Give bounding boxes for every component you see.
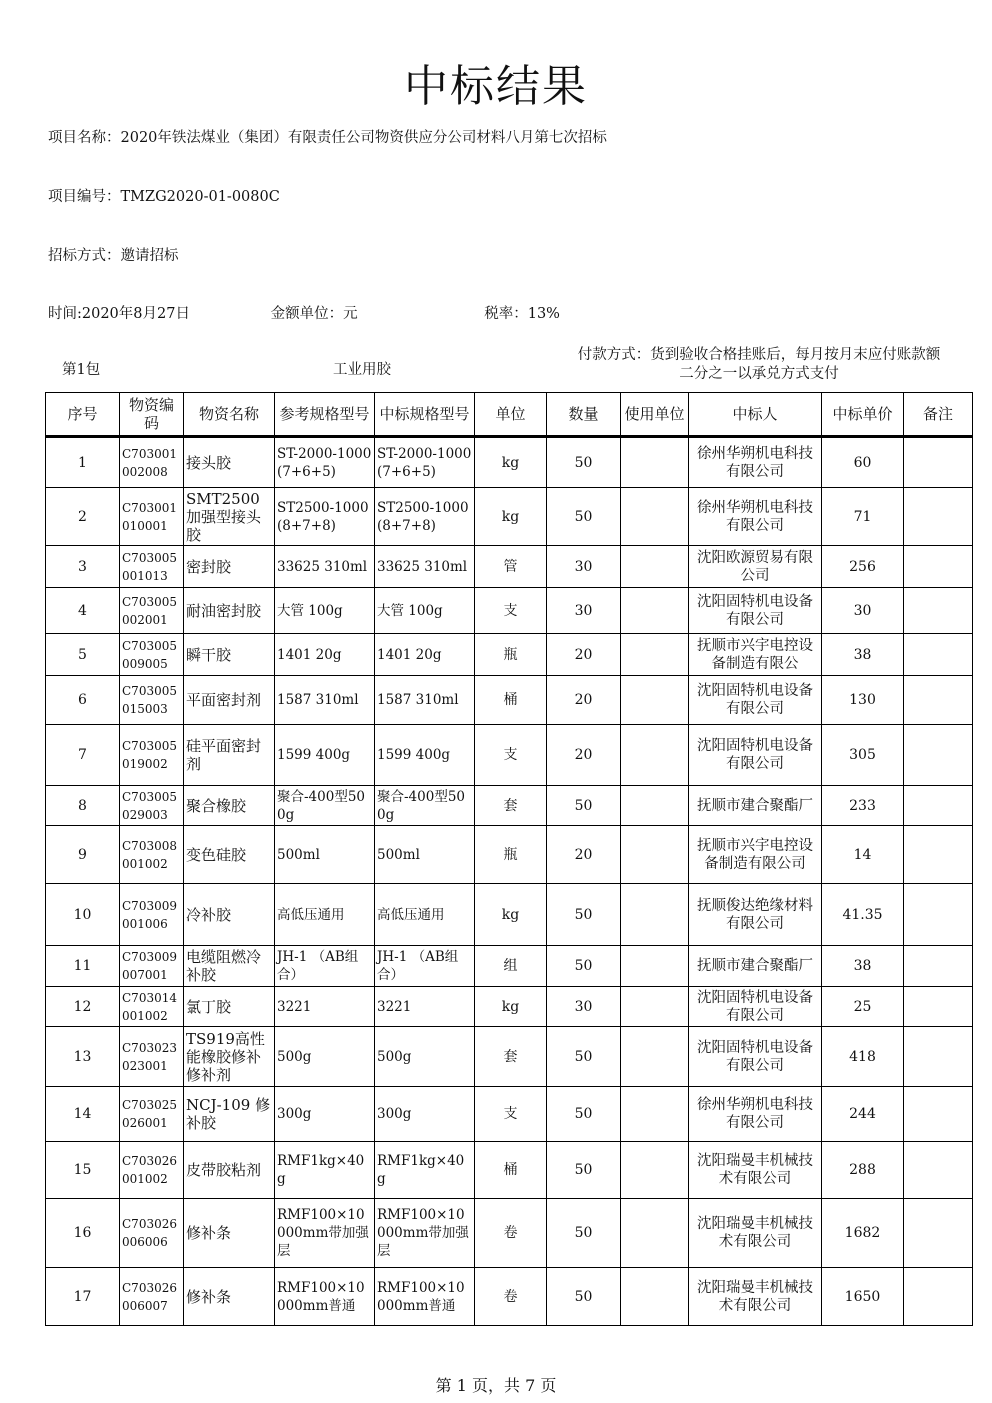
cell-unit: 套 <box>475 1027 547 1087</box>
cell-unit: 支 <box>475 588 547 634</box>
project-name: 项目名称：2020年铁法煤业（集团）有限责任公司物资供应分公司材料八月第七次招标 <box>48 130 607 146</box>
meta-line <box>48 302 560 323</box>
cell-unit: 桶 <box>475 676 547 725</box>
cell-ref-spec: 1599 400g <box>275 725 375 786</box>
col-header-no: 序号 <box>46 393 120 437</box>
cell-note <box>904 546 973 588</box>
cell-qty: 50 <box>547 1087 621 1142</box>
col-header-name: 物资名称 <box>184 393 275 437</box>
cell-note <box>904 634 973 676</box>
cell-no: 8 <box>46 786 120 826</box>
cell-win-spec: JH-1 （AB组合） <box>375 946 475 987</box>
cell-no: 4 <box>46 588 120 634</box>
cell-qty: 20 <box>547 634 621 676</box>
cell-name: 冷补胶 <box>184 884 275 946</box>
cell-no: 12 <box>46 987 120 1027</box>
cell-code: C703009001006 <box>120 884 184 946</box>
cell-ref-spec: 33625 310ml <box>275 546 375 588</box>
amount-unit: 金额单位：元 <box>270 306 358 322</box>
cell-qty: 30 <box>547 588 621 634</box>
cell-code: C703009007001 <box>120 946 184 987</box>
cell-win-spec: 1401 20g <box>375 634 475 676</box>
cell-note <box>904 1087 973 1142</box>
cell-no: 14 <box>46 1087 120 1142</box>
cell-qty: 50 <box>547 1142 621 1199</box>
cell-user <box>621 987 689 1027</box>
cell-win-spec: 聚合-400型500g <box>375 786 475 826</box>
table-row <box>46 1027 973 1087</box>
cell-code: C703005029003 <box>120 786 184 826</box>
cell-note <box>904 1027 973 1087</box>
cell-winner: 抚顺市建合聚酯厂 <box>689 946 822 987</box>
tax-rate: 税率：13% <box>484 306 560 322</box>
cell-code: C703001002008 <box>120 437 184 488</box>
cell-name: 变色硅胶 <box>184 826 275 884</box>
cell-ref-spec: 高低压通用 <box>275 884 375 946</box>
cell-price: 233 <box>822 786 904 826</box>
cell-name: 修补条 <box>184 1199 275 1268</box>
cell-note <box>904 1268 973 1326</box>
cell-code: C703026006006 <box>120 1199 184 1268</box>
cell-name: 耐油密封胶 <box>184 588 275 634</box>
cell-code: C703008001002 <box>120 826 184 884</box>
cell-winner: 沈阳瑞曼丰机械技术有限公司 <box>689 1268 822 1326</box>
cell-winner: 徐州华朔机电科技有限公司 <box>689 488 822 546</box>
cell-price: 25 <box>822 987 904 1027</box>
cell-price: 41.35 <box>822 884 904 946</box>
cell-name: TS919高性能橡胶修补修补剂 <box>184 1027 275 1087</box>
page-title: 中标结果 <box>404 61 588 112</box>
cell-no: 2 <box>46 488 120 546</box>
cell-winner: 徐州华朔机电科技有限公司 <box>689 437 822 488</box>
cell-user <box>621 634 689 676</box>
payment-terms <box>548 346 970 384</box>
table-row <box>46 634 973 676</box>
cell-qty: 20 <box>547 676 621 725</box>
col-header-price: 中标单价 <box>822 393 904 437</box>
cell-no: 5 <box>46 634 120 676</box>
cell-winner: 抚顺市建合聚酯厂 <box>689 786 822 826</box>
table-row <box>46 946 973 987</box>
cell-note <box>904 946 973 987</box>
cell-user <box>621 1087 689 1142</box>
cell-unit: 管 <box>475 546 547 588</box>
cell-unit: kg <box>475 488 547 546</box>
cell-code: C703014001002 <box>120 987 184 1027</box>
table-row <box>46 1199 973 1268</box>
cell-user <box>621 1268 689 1326</box>
cell-win-spec: RMF100×10000mm普通 <box>375 1268 475 1326</box>
cell-ref-spec: RMF100×10000mm带加强层 <box>275 1199 375 1268</box>
table-row <box>46 987 973 1027</box>
table-row <box>46 437 973 488</box>
cell-code: C703025026001 <box>120 1087 184 1142</box>
cell-unit: 卷 <box>475 1199 547 1268</box>
cell-ref-spec: 3221 <box>275 987 375 1027</box>
cell-note <box>904 676 973 725</box>
cell-code: C703005015003 <box>120 676 184 725</box>
cell-price: 418 <box>822 1027 904 1087</box>
cell-unit: 卷 <box>475 1268 547 1326</box>
cell-unit: 组 <box>475 946 547 987</box>
cell-price: 288 <box>822 1142 904 1199</box>
col-header-user: 使用单位 <box>621 393 689 437</box>
cell-winner: 沈阳固特机电设备有限公司 <box>689 987 822 1027</box>
cell-user <box>621 1027 689 1087</box>
cell-qty: 50 <box>547 488 621 546</box>
cell-user <box>621 946 689 987</box>
cell-ref-spec: ST-2000-1000(7+6+5) <box>275 437 375 488</box>
cell-qty: 30 <box>547 987 621 1027</box>
payment-terms-line1: 付款方式：货到验收合格挂账后，每月按月末应付账款额 <box>577 347 941 363</box>
cell-win-spec: 300g <box>375 1087 475 1142</box>
cell-winner: 徐州华朔机电科技有限公司 <box>689 1087 822 1142</box>
cell-user <box>621 786 689 826</box>
cell-note <box>904 488 973 546</box>
cell-win-spec: ST-2000-1000(7+6+5) <box>375 437 475 488</box>
cell-code: C703023023001 <box>120 1027 184 1087</box>
cell-note <box>904 786 973 826</box>
cell-no: 3 <box>46 546 120 588</box>
cell-win-spec: RMF1kg×40g <box>375 1142 475 1199</box>
cell-unit: kg <box>475 437 547 488</box>
table-row <box>46 826 973 884</box>
cell-note <box>904 1199 973 1268</box>
cell-price: 71 <box>822 488 904 546</box>
cell-price: 244 <box>822 1087 904 1142</box>
cell-code: C703005009005 <box>120 634 184 676</box>
cell-ref-spec: 1401 20g <box>275 634 375 676</box>
col-header-qty: 数量 <box>547 393 621 437</box>
table-row <box>46 1142 973 1199</box>
cell-ref-spec: 1587 310ml <box>275 676 375 725</box>
cell-code: C703005019002 <box>120 725 184 786</box>
cell-user <box>621 488 689 546</box>
cell-name: 氯丁胶 <box>184 987 275 1027</box>
cell-user <box>621 1142 689 1199</box>
cell-unit: kg <box>475 987 547 1027</box>
cell-user <box>621 676 689 725</box>
cell-winner: 沈阳固特机电设备有限公司 <box>689 725 822 786</box>
cell-qty: 50 <box>547 1027 621 1087</box>
cell-qty: 50 <box>547 884 621 946</box>
cell-note <box>904 1142 973 1199</box>
page-footer: 第 1 页，共 7 页 <box>435 1376 557 1395</box>
cell-note <box>904 826 973 884</box>
cell-code: C703005002001 <box>120 588 184 634</box>
cell-win-spec: 500g <box>375 1027 475 1087</box>
cell-code: C703005001013 <box>120 546 184 588</box>
table-row <box>46 488 973 546</box>
cell-unit: 瓶 <box>475 634 547 676</box>
cell-qty: 20 <box>547 826 621 884</box>
cell-price: 256 <box>822 546 904 588</box>
cell-unit: 桶 <box>475 1142 547 1199</box>
cell-note <box>904 884 973 946</box>
cell-no: 9 <box>46 826 120 884</box>
cell-name: 修补条 <box>184 1268 275 1326</box>
cell-user <box>621 546 689 588</box>
cell-price: 14 <box>822 826 904 884</box>
cell-win-spec: 500ml <box>375 826 475 884</box>
cell-unit: 瓶 <box>475 826 547 884</box>
cell-ref-spec: 300g <box>275 1087 375 1142</box>
col-header-note: 备注 <box>904 393 973 437</box>
category-label: 工业用胶 <box>333 362 391 378</box>
cell-ref-spec: JH-1 （AB组合） <box>275 946 375 987</box>
cell-name: 平面密封剂 <box>184 676 275 725</box>
cell-note <box>904 588 973 634</box>
cell-price: 30 <box>822 588 904 634</box>
col-header-win-spec: 中标规格型号 <box>375 393 475 437</box>
cell-name: 硅平面密封剂 <box>184 725 275 786</box>
cell-user <box>621 437 689 488</box>
cell-qty: 30 <box>547 546 621 588</box>
project-number: 项目编号：TMZG2020-01-0080C <box>48 189 280 205</box>
cell-name: 密封胶 <box>184 546 275 588</box>
col-header-winner: 中标人 <box>689 393 822 437</box>
table-header-row <box>46 393 973 437</box>
cell-win-spec: 高低压通用 <box>375 884 475 946</box>
cell-user <box>621 884 689 946</box>
cell-unit: 支 <box>475 725 547 786</box>
cell-ref-spec: 大管 100g <box>275 588 375 634</box>
cell-name: 接头胶 <box>184 437 275 488</box>
table-row <box>46 1087 973 1142</box>
cell-no: 10 <box>46 884 120 946</box>
cell-qty: 50 <box>547 946 621 987</box>
col-header-ref-spec: 参考规格型号 <box>275 393 375 437</box>
cell-price: 1682 <box>822 1199 904 1268</box>
cell-user <box>621 1199 689 1268</box>
cell-no: 17 <box>46 1268 120 1326</box>
cell-note <box>904 987 973 1027</box>
cell-win-spec: ST2500-1000(8+7+8) <box>375 488 475 546</box>
cell-qty: 50 <box>547 1268 621 1326</box>
table-row <box>46 676 973 725</box>
cell-qty: 20 <box>547 725 621 786</box>
table-row <box>46 588 973 634</box>
cell-qty: 50 <box>547 1199 621 1268</box>
cell-ref-spec: RMF100×10000mm普通 <box>275 1268 375 1326</box>
cell-winner: 沈阳瑞曼丰机械技术有限公司 <box>689 1199 822 1268</box>
table-row <box>46 725 973 786</box>
cell-winner: 沈阳固特机电设备有限公司 <box>689 588 822 634</box>
col-header-unit: 单位 <box>475 393 547 437</box>
cell-winner: 沈阳欧源贸易有限公司 <box>689 546 822 588</box>
cell-win-spec: 1587 310ml <box>375 676 475 725</box>
cell-no: 6 <box>46 676 120 725</box>
package-label: 第1包 <box>62 362 101 378</box>
cell-ref-spec: ST2500-1000(8+7+8) <box>275 488 375 546</box>
cell-note <box>904 725 973 786</box>
cell-unit: 支 <box>475 1087 547 1142</box>
cell-price: 130 <box>822 676 904 725</box>
cell-winner: 抚顺俊达绝缘材料有限公司 <box>689 884 822 946</box>
cell-user <box>621 826 689 884</box>
cell-winner: 沈阳固特机电设备有限公司 <box>689 676 822 725</box>
cell-price: 305 <box>822 725 904 786</box>
cell-win-spec: 33625 310ml <box>375 546 475 588</box>
cell-win-spec: RMF100×10000mm带加强层 <box>375 1199 475 1268</box>
cell-code: C703026006007 <box>120 1268 184 1326</box>
cell-winner: 抚顺市兴宇电控设备制造有限公 <box>689 634 822 676</box>
col-header-code: 物资编码 <box>120 393 184 437</box>
cell-ref-spec: 500ml <box>275 826 375 884</box>
cell-winner: 抚顺市兴宇电控设备制造有限公司 <box>689 826 822 884</box>
payment-terms-line2: 二分之一以承兑方式支付 <box>679 366 839 382</box>
results-table <box>45 392 973 1326</box>
cell-name: 电缆阻燃冷补胶 <box>184 946 275 987</box>
cell-no: 7 <box>46 725 120 786</box>
cell-price: 38 <box>822 634 904 676</box>
cell-no: 15 <box>46 1142 120 1199</box>
table-row <box>46 884 973 946</box>
cell-name: NCJ-109 修补胶 <box>184 1087 275 1142</box>
cell-unit: kg <box>475 884 547 946</box>
cell-qty: 50 <box>547 786 621 826</box>
cell-winner: 沈阳瑞曼丰机械技术有限公司 <box>689 1142 822 1199</box>
cell-unit: 套 <box>475 786 547 826</box>
cell-note <box>904 437 973 488</box>
cell-no: 16 <box>46 1199 120 1268</box>
cell-price: 38 <box>822 946 904 987</box>
cell-code: C703026001002 <box>120 1142 184 1199</box>
bid-method: 招标方式：邀请招标 <box>48 248 179 264</box>
cell-name: 瞬干胶 <box>184 634 275 676</box>
cell-ref-spec: 聚合-400型500g <box>275 786 375 826</box>
cell-price: 1650 <box>822 1268 904 1326</box>
table-row <box>46 546 973 588</box>
table-row <box>46 1268 973 1326</box>
cell-name: SMT2500加强型接头胶 <box>184 488 275 546</box>
cell-win-spec: 1599 400g <box>375 725 475 786</box>
cell-no: 1 <box>46 437 120 488</box>
cell-price: 60 <box>822 437 904 488</box>
cell-win-spec: 3221 <box>375 987 475 1027</box>
table-row <box>46 786 973 826</box>
cell-ref-spec: RMF1kg×40g <box>275 1142 375 1199</box>
cell-win-spec: 大管 100g <box>375 588 475 634</box>
cell-code: C703001010001 <box>120 488 184 546</box>
cell-user <box>621 588 689 634</box>
bid-time: 时间:2020年8月27日 <box>48 306 190 322</box>
cell-qty: 50 <box>547 437 621 488</box>
cell-ref-spec: 500g <box>275 1027 375 1087</box>
cell-user <box>621 725 689 786</box>
cell-no: 11 <box>46 946 120 987</box>
cell-name: 皮带胶粘剂 <box>184 1142 275 1199</box>
cell-winner: 沈阳固特机电设备有限公司 <box>689 1027 822 1087</box>
cell-name: 聚合橡胶 <box>184 786 275 826</box>
cell-no: 13 <box>46 1027 120 1087</box>
